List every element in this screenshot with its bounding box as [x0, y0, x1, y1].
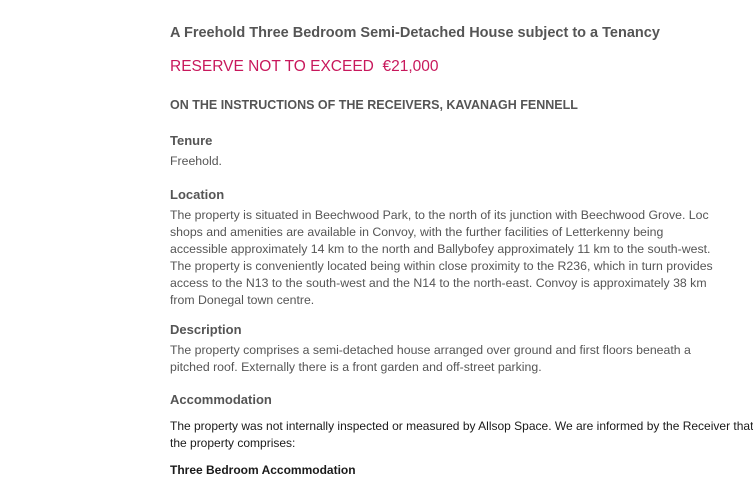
location-line: shops and amenities are available in Convoy, with the further facilities of Letterkenny being — [170, 225, 664, 239]
instructions-heading: ON THE INSTRUCTIONS OF THE RECEIVERS, KAVANAGH FENNELL — [170, 98, 578, 112]
location-line: The property is situated in Beechwood Park, to the north of its junction with Beechwood Grove. Loc — [170, 208, 709, 222]
reserve-price: RESERVE NOT TO EXCEED €21,000 — [170, 58, 439, 75]
location-line: access to the N13 to the south-west and the N14 to the north-east. Convoy is approximately 38 km — [170, 276, 707, 290]
tenure-heading: Tenure — [170, 133, 213, 148]
accommodation-subheading: Three Bedroom Accommodation — [170, 463, 356, 477]
description-heading: Description — [170, 322, 242, 337]
accommodation-heading: Accommodation — [170, 392, 272, 407]
accommodation-line: The property was not internally inspected or measured by Allsop Space. We are informed by the Receiver that — [170, 419, 753, 433]
location-heading: Location — [170, 187, 225, 202]
location-line: accessible approximately 14 km to the north and Ballybofey approximately 11 km to the south-west. — [170, 242, 711, 256]
location-text — [170, 207, 713, 309]
tenure-line: Freehold. — [170, 154, 222, 168]
accommodation-text — [170, 418, 753, 452]
location-line: The property is conveniently located being within close proximity to the R236, which in turn provides — [170, 259, 713, 273]
accommodation-line: the property comprises: — [170, 436, 296, 450]
description-line: pitched roof. Externally there is a front garden and off-street parking. — [170, 360, 542, 374]
location-line: from Donegal town centre. — [170, 293, 315, 307]
description-text — [170, 342, 691, 376]
tenure-text — [170, 153, 222, 170]
description-line: The property comprises a semi-detached house arranged over ground and first floors beneath a — [170, 343, 691, 357]
listing-title: A Freehold Three Bedroom Semi-Detached House subject to a Tenancy — [170, 25, 660, 41]
